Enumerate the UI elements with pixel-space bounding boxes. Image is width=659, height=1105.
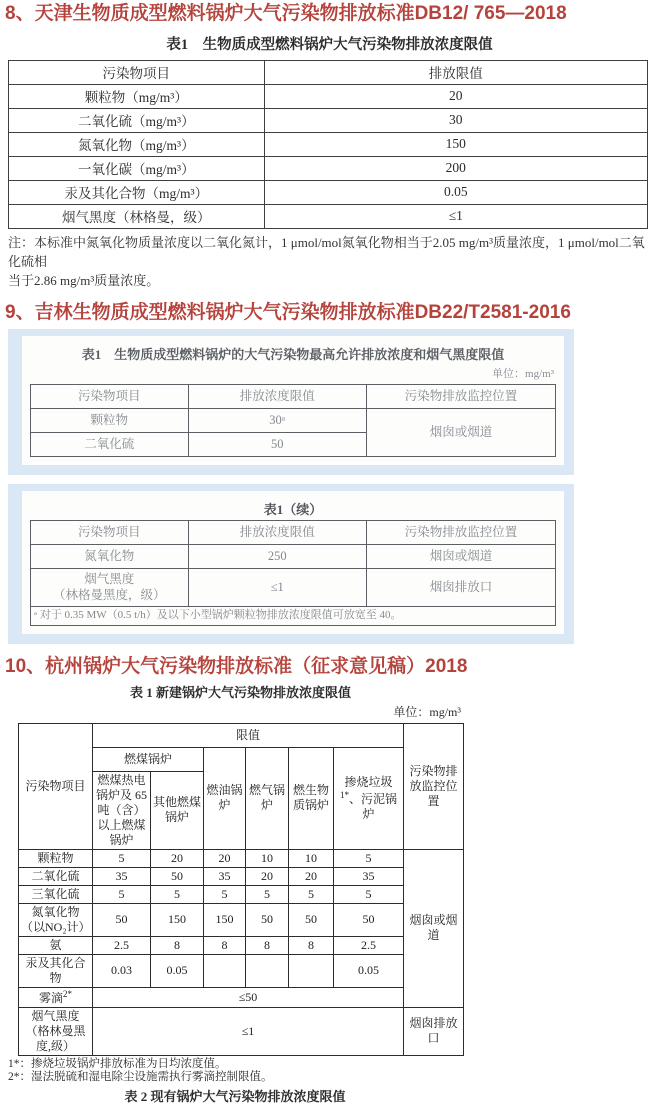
table-row (19, 1007, 464, 1055)
table-header-row (19, 723, 464, 747)
table-header-row (31, 521, 556, 545)
limit-value: 5 (151, 885, 204, 903)
pollutant-name: 颗粒物 (19, 849, 93, 867)
waste-superscript: 1* (340, 789, 350, 800)
pollutant-name: 氮氧化物 (31, 545, 189, 569)
limit-value: ≤1 (264, 204, 647, 228)
limit-value: 20 (246, 867, 289, 885)
limit-value (246, 954, 289, 987)
section8-heading: 8、天津生物质成型燃料锅炉大气污染物排放标准DB12/ 765—2018 (5, 3, 567, 24)
col-header-pollutant: 污染物项目 (19, 723, 93, 849)
jilin-table1-cont-title: 表1（续） (263, 502, 323, 518)
col-header-limit: 排放浓度限值 (188, 385, 367, 409)
monitor-location: 烟囱或烟道 (404, 849, 464, 1007)
limit-value: 35 (204, 867, 246, 885)
waste-label: 掺烧垃圾 (344, 774, 393, 789)
hangzhou-table1 (18, 723, 464, 1056)
col-header-limit: 排放浓度限值 (188, 521, 367, 545)
table-row (19, 903, 464, 936)
limit-value: 30ᵃ (188, 409, 367, 433)
limit-value: ≤50 (93, 987, 404, 1007)
table-row (31, 409, 556, 433)
limit-value: 50 (334, 903, 404, 936)
pollutant-name: 一氧化碳（mg/m³） (9, 156, 265, 180)
jilin-scan-panel-2 (8, 484, 574, 644)
footnote-line: 2*：湿法脱硫和湿电除尘设施需执行雾滴控制限值。 (8, 1071, 273, 1084)
tianjin-table-title: 表1 生物质成型燃料锅炉大气污染物排放浓度限值 (166, 36, 493, 53)
jilin-table1 (30, 384, 556, 457)
limit-value (204, 954, 246, 987)
jilin-scan-panel-1 (8, 329, 574, 475)
pollutant-name: 汞及其化合物 (19, 954, 93, 987)
table-row (9, 180, 648, 204)
col-header-limit-group: 限值 (93, 723, 404, 747)
jilin-table1-title: 表1 生物质成型燃料锅炉的大气污染物最高允许排放浓度和烟气黑度限值 (81, 347, 505, 363)
col-header-oil-boiler: 燃油锅炉 (204, 747, 246, 849)
jilin-table1-cont (30, 520, 556, 626)
limit-value: 200 (264, 156, 647, 180)
table-footnote-row (31, 607, 556, 626)
pollutant-name: 二氧化硫 (31, 433, 189, 457)
limit-value: 20 (289, 867, 334, 885)
table-header-row (9, 60, 648, 84)
limit-value: ≤1 (188, 569, 367, 607)
table-row (19, 885, 464, 903)
limit-value: 0.05 (151, 954, 204, 987)
limit-value: 30 (264, 108, 647, 132)
mist-label: 雾滴 (38, 990, 63, 1005)
pollutant-name (19, 987, 93, 1007)
limit-value: 0.03 (93, 954, 151, 987)
col-header-coal-power-boiler: 燃煤热电锅炉及 65 吨（含）以上燃煤锅炉 (93, 771, 151, 849)
monitor-location: 烟囱或烟道 (367, 409, 556, 457)
table-header-row (31, 385, 556, 409)
limit-value: 150 (151, 903, 204, 936)
col-header-waste-sludge-boiler (334, 747, 404, 849)
pollutant-name: 氨 (19, 936, 93, 954)
col-header-monitor: 污染物排放监控位置 (367, 521, 556, 545)
note-line: 注：本标准中氮氧化物质量浓度以二氧化氮计，1 μmol/mol氮氧化物相当于2.05 mg/m³质量浓度，1 μmol/mol二氧化硫相 (8, 234, 645, 269)
scan-content (22, 336, 564, 465)
limit-value: 10 (246, 849, 289, 867)
limit-value: 5 (334, 885, 404, 903)
pollutant-name-line: （林格曼黑度，级） (52, 587, 166, 602)
table-row (19, 954, 464, 987)
col-header-limit: 排放限值 (264, 60, 647, 84)
table-row (9, 204, 648, 228)
pollutant-name: 氮氧化物（以NO₂计） (19, 903, 93, 936)
tianjin-note (8, 234, 651, 291)
pollutant-name: 汞及其化合物（mg/m³） (9, 180, 265, 204)
pollutant-name (31, 569, 189, 607)
hangzhou-footnotes (8, 1058, 659, 1084)
col-header-pollutant: 污染物项目 (9, 60, 265, 84)
limit-value: 35 (334, 867, 404, 885)
table-footnote: ᵃ 对于 0.35 MW（0.5 t/h）及以下小型锅炉颗粒物排放浓度限值可放宽至 40。 (31, 607, 556, 626)
limit-value: 50 (93, 903, 151, 936)
limit-value: 0.05 (334, 954, 404, 987)
footnote-line: 1*：掺烧垃圾锅炉排放标准为日均浓度值。 (8, 1057, 227, 1070)
mist-superscript: 2* (63, 988, 72, 999)
col-header-pollutant: 污染物项目 (31, 385, 189, 409)
col-header-monitor: 污染物排放监控位置 (367, 385, 556, 409)
col-header-monitor: 污染物排放监控位置 (404, 723, 464, 849)
monitor-location: 烟囱排放口 (404, 1007, 464, 1055)
limit-value (289, 954, 334, 987)
limit-value: 8 (289, 936, 334, 954)
table-row (19, 849, 464, 867)
table-row (9, 108, 648, 132)
pollutant-name: 二氧化硫（mg/m³） (9, 108, 265, 132)
limit-value: 20 (151, 849, 204, 867)
limit-value: 20 (204, 849, 246, 867)
section10-heading: 10、杭州锅炉大气污染物排放标准（征求意见稿）2018 (5, 655, 468, 677)
section9-heading: 9、吉林生物质成型燃料锅炉大气污染物排放标准DB22/T2581-2016 (5, 302, 571, 324)
limit-value: 10 (289, 849, 334, 867)
limit-value: 2.5 (93, 936, 151, 954)
limit-value: 50 (289, 903, 334, 936)
limit-value: 5 (289, 885, 334, 903)
table-row (19, 936, 464, 954)
pollutant-name: 二氧化硫 (19, 867, 93, 885)
col-header-biomass-boiler: 燃生物质锅炉 (289, 747, 334, 849)
unit-label: 单位：mg/m³ (393, 704, 461, 719)
limit-value: 150 (264, 132, 647, 156)
table-row (9, 156, 648, 180)
monitor-location: 烟囱排放口 (367, 569, 556, 607)
col-header-gas-boiler: 燃气锅炉 (246, 747, 289, 849)
table-row (19, 867, 464, 885)
pollutant-name: 颗粒物 (31, 409, 189, 433)
pollutant-name: 颗粒物（mg/m³） (9, 84, 265, 108)
limit-value: 50 (246, 903, 289, 936)
limit-value: 8 (151, 936, 204, 954)
col-header-coal-other-boiler: 其他燃煤锅炉 (151, 771, 204, 849)
tianjin-table (8, 60, 648, 229)
limit-value: 5 (204, 885, 246, 903)
limit-value: 2.5 (334, 936, 404, 954)
waste-label-tail: 、污泥锅炉 (349, 791, 398, 821)
scan-content (22, 491, 564, 634)
note-line: 当于2.86 mg/m³质量浓度。 (8, 272, 160, 288)
col-header-pollutant: 污染物项目 (31, 521, 189, 545)
pollutant-name: 三氧化硫 (19, 885, 93, 903)
monitor-location: 烟囱或烟道 (367, 545, 556, 569)
limit-value: 5 (334, 849, 404, 867)
unit-label: 单位：mg/m³ (492, 368, 554, 381)
limit-value: 35 (93, 867, 151, 885)
col-header-coal-group: 燃煤锅炉 (93, 747, 204, 771)
hangzhou-table1-title: 表 1 新建锅炉大气污染物排放浓度限值 (129, 684, 351, 700)
pollutant-name: 氮氧化物（mg/m³） (9, 132, 265, 156)
table-row (19, 987, 464, 1007)
limit-value: 5 (246, 885, 289, 903)
limit-value: ≤1 (93, 1007, 404, 1055)
limit-value: 5 (93, 849, 151, 867)
table-row (31, 569, 556, 607)
limit-value: 8 (204, 936, 246, 954)
pollutant-name: 烟气黑度（格林曼黑度,级） (19, 1007, 93, 1055)
limit-value: 0.05 (264, 180, 647, 204)
limit-value: 150 (204, 903, 246, 936)
hangzhou-table2-title: 表 2 现有锅炉大气污染物排放浓度限值 (124, 1089, 346, 1105)
table-row (9, 84, 648, 108)
table-row (9, 132, 648, 156)
pollutant-name-line: 烟气黑度 (84, 572, 135, 587)
pollutant-name: 烟气黑度（林格曼，级） (9, 204, 265, 228)
limit-value: 50 (151, 867, 204, 885)
table-row (31, 545, 556, 569)
hangzhou-table-block (18, 682, 463, 1056)
limit-value: 8 (246, 936, 289, 954)
limit-value: 5 (93, 885, 151, 903)
limit-value: 50 (188, 433, 367, 457)
limit-value: 250 (188, 545, 367, 569)
limit-value: 20 (264, 84, 647, 108)
